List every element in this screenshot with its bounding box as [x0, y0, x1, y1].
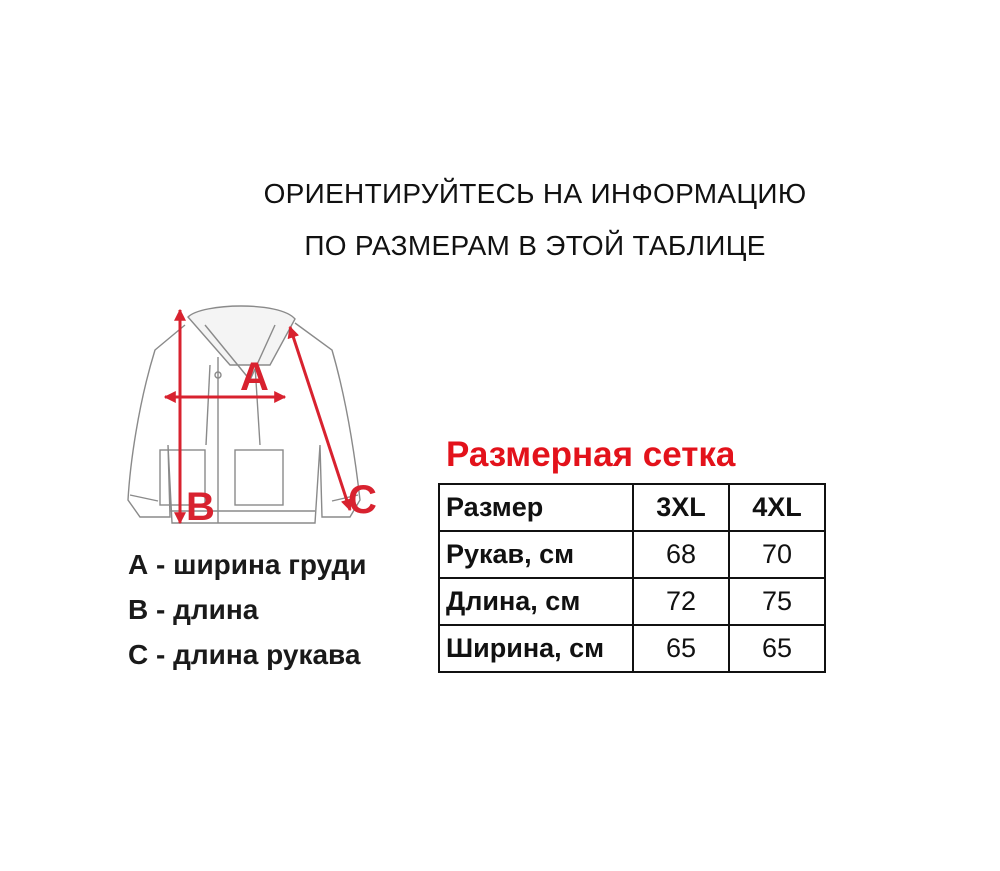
- header-size-4xl: 4XL: [729, 484, 825, 531]
- cell-value: 68: [633, 531, 729, 578]
- table-header-row: [439, 484, 825, 531]
- cell-value: 72: [633, 578, 729, 625]
- row-label: Длина, см: [439, 578, 633, 625]
- cell-value: 65: [633, 625, 729, 672]
- row-label: Ширина, см: [439, 625, 633, 672]
- cell-value: 75: [729, 578, 825, 625]
- header-label: Размер: [439, 484, 633, 531]
- marker-a: A: [240, 355, 269, 399]
- size-grid-title: Размерная сетка: [446, 435, 736, 474]
- jacket-outline: [128, 306, 360, 523]
- table-row: [439, 578, 825, 625]
- arrow-c: [290, 327, 350, 510]
- size-table: [438, 483, 826, 673]
- marker-c: C: [348, 478, 377, 522]
- legend-c: С - длина рукава: [128, 639, 361, 670]
- table-row: [439, 531, 825, 578]
- page-heading: [0, 168, 1000, 272]
- legend-a: А - ширина груди: [128, 549, 367, 580]
- table-row: [439, 625, 825, 672]
- legend-b: В - длина: [128, 594, 259, 625]
- cell-value: 65: [729, 625, 825, 672]
- heading-line-2: ПО РАЗМЕРАМ В ЭТОЙ ТАБЛИЦЕ: [304, 230, 766, 261]
- cell-value: 70: [729, 531, 825, 578]
- jacket-diagram: [110, 295, 410, 535]
- heading-line-1: ОРИЕНТИРУЙТЕСЬ НА ИНФОРМАЦИЮ: [263, 178, 807, 209]
- marker-b: B: [186, 485, 215, 529]
- measurement-legend: [128, 542, 367, 677]
- header-size-3xl: 3XL: [633, 484, 729, 531]
- row-label: Рукав, см: [439, 531, 633, 578]
